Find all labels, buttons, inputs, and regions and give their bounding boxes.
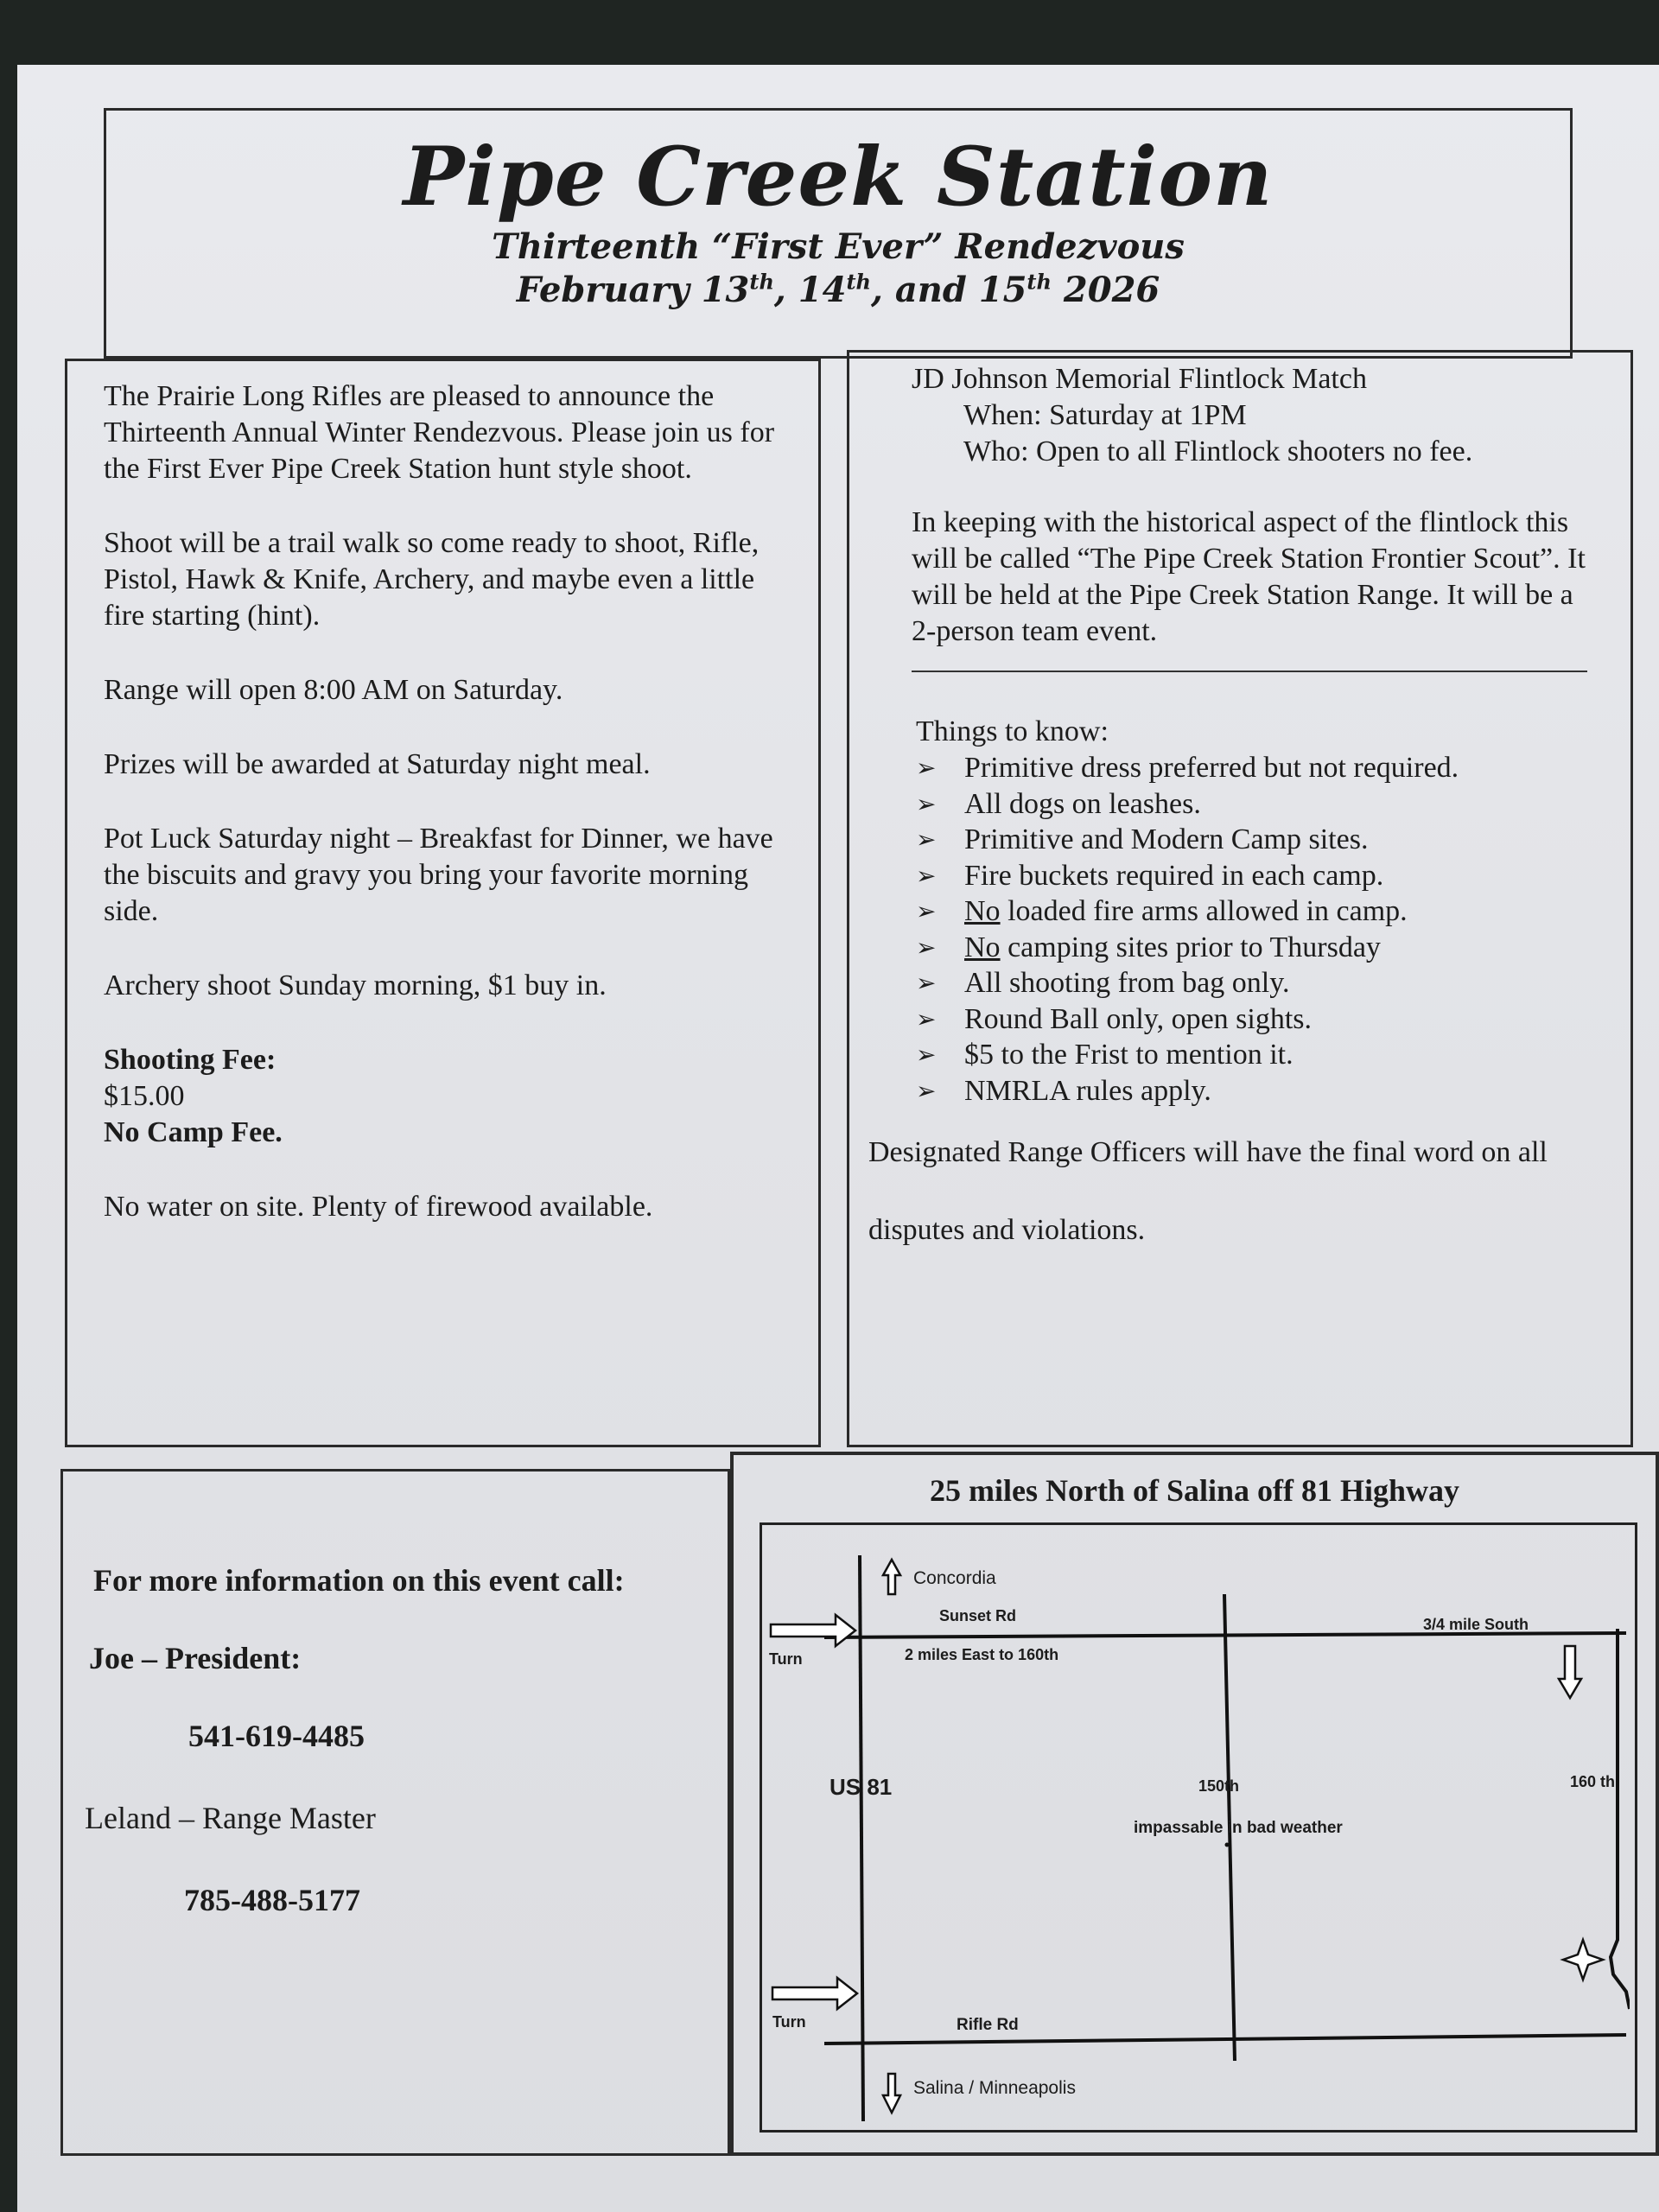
- things-title: Things to know:: [916, 715, 1109, 747]
- road-160th-label: 160 th: [1570, 1773, 1616, 1790]
- archery-text: Archery shoot Sunday morning, $1 buy in.: [104, 969, 607, 1001]
- arrow-bullet-icon: ➢: [916, 897, 937, 925]
- arrow-bullet-icon: ➢: [916, 1040, 937, 1069]
- match-who: Who: Open to all Flintlock shooters no fee.: [963, 435, 1473, 467]
- map-title: 25 miles North of Salina off 81 Highway: [929, 1473, 1459, 1508]
- potluck-text: Pot Luck Saturday night – Breakfast for Dinner, we have the biscuits and gravy you bring your favorite morning side.: [104, 823, 773, 927]
- match-when: When: Saturday at 1PM: [963, 399, 1247, 431]
- fee-label: Shooting Fee:: [104, 1044, 276, 1076]
- road-160th: [1611, 1629, 1630, 2009]
- intro-text: The Prairie Long Rifles are pleased to announce the Thirteenth Annual Winter Rendezvous. Please join us for the First Ever Pipe Creek Station hunt style shoot.: [104, 380, 775, 485]
- list-item: ➢ $5 to the Frist to mention it.: [916, 1037, 1605, 1073]
- fee-value: $15.00: [104, 1080, 185, 1112]
- event-dates: [106, 269, 1570, 312]
- final-word-text: Designated Range Officers will have the final word on all disputes and violations.: [868, 1136, 1548, 1246]
- directions-map-box: [730, 1452, 1659, 2156]
- contact-phone-2: 785-488-5177: [184, 1883, 360, 1917]
- east-directions-label: 2 miles East to 160th: [905, 1646, 1059, 1663]
- arrow-bullet-icon: ➢: [916, 789, 937, 818]
- us81-label: US 81: [830, 1774, 893, 1800]
- turn-label-1: Turn: [769, 1650, 803, 1668]
- contact-person-1: Joe – President:: [89, 1641, 302, 1675]
- list-item: ➢ Fire buckets required in each camp.: [916, 858, 1605, 894]
- impassable-label: impassable in bad weather: [1134, 1819, 1343, 1837]
- arrow-bullet-icon: ➢: [916, 825, 937, 854]
- camp-fee: No Camp Fee.: [104, 1116, 283, 1148]
- flyer-page: [17, 65, 1659, 2212]
- scout-text: In keeping with the historical aspect of the flintlock this will be called “The Pipe Creek Station Frontier Scout”. It will be held at the Pipe Creek Station Range. It will be a 2-person team event.: [912, 506, 1586, 647]
- event-title: Pipe Creek Station: [403, 130, 1274, 225]
- date-sep-2: , and: [871, 269, 979, 310]
- date-space: [1052, 270, 1064, 310]
- list-item: ➢ Primitive dress preferred but not required.: [916, 750, 1605, 786]
- date-year: 2026: [1063, 269, 1160, 310]
- contact-box: [60, 1469, 730, 2156]
- date-1-suffix: th: [749, 269, 774, 295]
- list-item: ➢ Primitive and Modern Camp sites.: [916, 822, 1605, 858]
- list-item: ➢ No camping sites prior to Thursday: [916, 930, 1605, 966]
- list-item: ➢ All dogs on leashes.: [916, 786, 1605, 823]
- date-2: 14: [798, 269, 847, 310]
- arrow-bullet-icon: ➢: [916, 1004, 937, 1033]
- down-arrow-icon: [1559, 1646, 1581, 1698]
- shoot-text: Shoot will be a trail walk so come ready to shoot, Rifle, Pistol, Hawk & Knife, Archery, and maybe even a little fire starting (hint).: [104, 527, 760, 632]
- star-location-icon: [1563, 1940, 1603, 1980]
- water-text: No water on site. Plenty of firewood available.: [104, 1191, 653, 1223]
- fee-block: [104, 1042, 792, 1151]
- directions-map: [760, 1522, 1637, 2133]
- date-2-suffix: th: [846, 269, 871, 295]
- turn-arrow-icon: [771, 1615, 855, 1646]
- header-box: [104, 108, 1573, 359]
- arrow-bullet-icon: ➢: [916, 753, 937, 782]
- date-3-suffix: th: [1027, 269, 1052, 295]
- sunset-rd-label: Sunset Rd: [939, 1607, 1017, 1624]
- contact-heading: For more information on this event call:: [93, 1563, 625, 1598]
- match-title: JD Johnson Memorial Flintlock Match: [912, 363, 1367, 395]
- arrow-bullet-icon: ➢: [916, 969, 937, 997]
- match-info-box: [847, 350, 1633, 1447]
- rifle-road: [824, 2035, 1626, 2044]
- date-3: 15: [978, 269, 1027, 310]
- us81-road: [860, 1555, 863, 2121]
- arrow-bullet-icon: ➢: [916, 861, 937, 890]
- arrow-bullet-icon: ➢: [916, 1076, 937, 1105]
- event-subtitle: Thirteenth “First Ever” Rendezvous: [492, 226, 1185, 267]
- up-arrow-icon: [883, 1560, 900, 1594]
- date-sep-1: ,: [773, 269, 798, 310]
- road-150th-label: 150th: [1198, 1777, 1240, 1795]
- concordia-label: Concordia: [913, 1568, 996, 1588]
- salina-label: Salina / Minneapolis: [913, 2078, 1076, 2098]
- list-item: ➢ No loaded fire arms allowed in camp.: [916, 893, 1605, 930]
- prizes-text: Prizes will be awarded at Saturday night meal.: [104, 748, 651, 780]
- contact-person-2-text: Leland – Range Master: [85, 1801, 376, 1835]
- map-dot: [1225, 1843, 1230, 1847]
- list-item: ➢ All shooting from bag only.: [916, 965, 1605, 1001]
- turn-label-2: Turn: [772, 2013, 806, 2031]
- down-arrow-icon: [883, 2074, 900, 2113]
- arrow-bullet-icon: ➢: [916, 932, 937, 962]
- list-item: ➢ Round Ball only, open sights.: [916, 1001, 1605, 1038]
- south-directions-label: 3/4 mile South: [1423, 1616, 1529, 1633]
- things-list: [868, 750, 1605, 1109]
- contact-person-2: [85, 1800, 376, 1836]
- range-open-text: Range will open 8:00 AM on Saturday.: [104, 674, 563, 706]
- event-info-box: [65, 359, 821, 1447]
- divider: [912, 671, 1587, 672]
- rifle-rd-label: Rifle Rd: [957, 2016, 1019, 2034]
- date-1: February 13: [516, 269, 750, 310]
- list-item: ➢ NMRLA rules apply.: [916, 1073, 1605, 1109]
- contact-phone-1: 541-619-4485: [188, 1719, 365, 1753]
- turn-arrow-icon: [772, 1978, 857, 2009]
